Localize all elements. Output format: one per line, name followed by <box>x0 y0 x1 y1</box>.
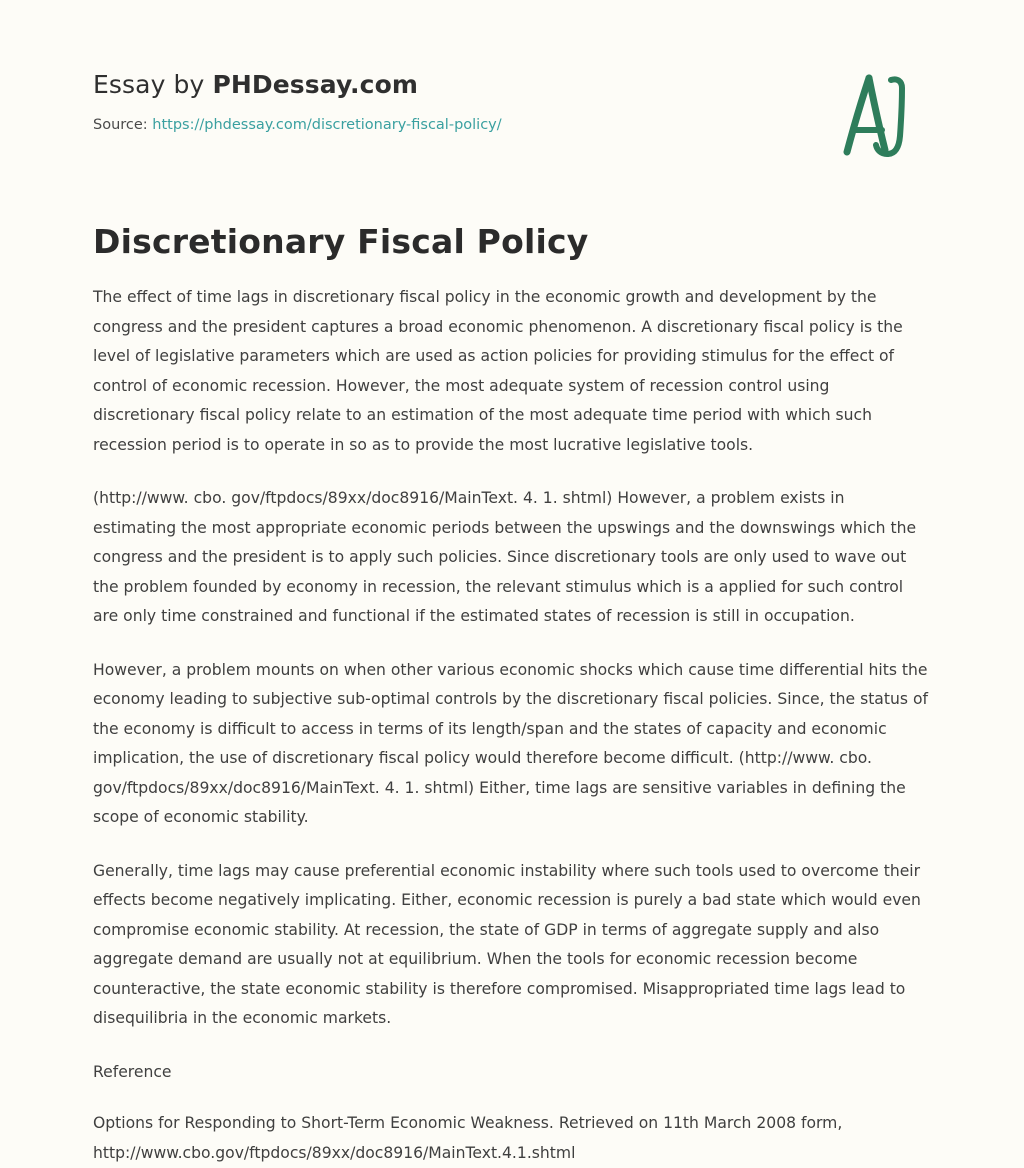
reference-body: Options for Responding to Short-Term Economic Weakness. Retrieved on 11th March 2008 form, http://www.cbo.gov/ftpdocs/89xx/doc8916/MainText.4.1.shtml <box>93 1114 843 1162</box>
reference-heading: Reference <box>93 1062 172 1081</box>
brand-site-label: PHDessay.com <box>212 70 418 99</box>
brand-essay-label: Essay <box>93 70 166 99</box>
paragraph: However, a problem mounts on when other various economic shocks which cause time differential hits the economy leading to subjective sub-optimal controls by the discretionary fiscal policies. Since, the status of the economy is difficult to access in terms of its length/span and the states of capacity and economic implication, the use of discretionary fiscal policy would therefore become difficult. (http://www. cbo. gov/ftpdocs/89xx/doc8916/MainText. 4. 1. shtml) Either, time lags are sensitive variables in defining the scope of economic stability. <box>93 660 928 826</box>
phdessay-logo-icon <box>803 64 923 174</box>
page-header <box>93 62 929 174</box>
source-label: Source: <box>93 117 153 133</box>
paragraph: (http://www. cbo. gov/ftpdocs/89xx/doc8916/MainText. 4. 1. shtml) However, a problem exists in estimating the most appropriate economic periods between the upswings and the downswings which the congress and the president is to apply such policies. Since discretionary tools are only used to wave out the problem founded by economy in recession, the relevant stimulus which is a applied for such control are only time constrained and functional if the estimated states of recession is still in occupation. <box>93 489 917 625</box>
brand-by-label: by <box>165 70 213 99</box>
brand-line <box>93 70 502 100</box>
article-body <box>93 283 931 1168</box>
paragraph: The effect of time lags in discretionary fiscal policy in the economic growth and development by the congress and the president captures a broad economic phenomenon. A discretionary fiscal policy is the level of legislative parameters which are used as action policies for providing stimulus for the effect of control of economic recession. However, the most adequate system of recession control using discretionary fiscal policy relate to an estimation of the most adequate time period with which such recession period is to operate in so as to provide the most lucrative legislative tools. <box>93 288 903 454</box>
page-title: Discretionary Fiscal Policy <box>93 222 589 261</box>
paragraph: Generally, time lags may cause preferential economic instability where such tools used to overcome their effects become negatively implicating. Either, economic recession is purely a bad state which would even compromise economic stability. At recession, the state of GDP in terms of aggregate supply and also aggregate demand are usually not at equilibrium. When the tools for economic recession become counteractive, the state economic stability is therefore compromised. Misappropriated time lags lead to disequilibria in the economic markets. <box>93 861 921 1027</box>
source-line <box>93 117 502 133</box>
header-text-block <box>93 62 502 133</box>
source-link[interactable]: https://phdessay.com/discretionary-fiscal-policy/ <box>152 117 502 133</box>
